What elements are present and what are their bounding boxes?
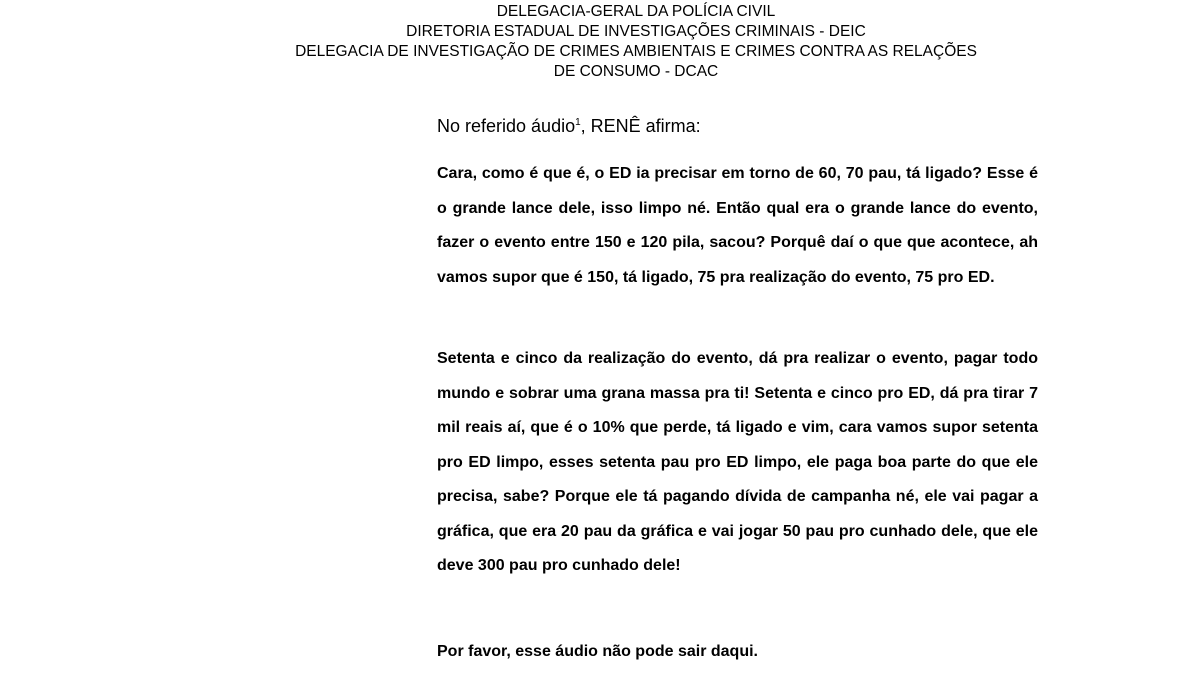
- quote-paragraph-3: Por favor, esse áudio não pode sair daqui.: [437, 643, 758, 660]
- footnote-marker: 1: [575, 117, 581, 128]
- intro-text-after: , RENÊ afirma:: [580, 116, 701, 136]
- header-line-department: DELEGACIA DE INVESTIGAÇÃO DE CRIMES AMBIENTAIS E CRIMES CONTRA AS RELAÇÕES: [295, 43, 977, 60]
- intro-sentence: [437, 114, 701, 138]
- quote-paragraph-1: Cara, como é que é, o ED ia precisar em torno de 60, 70 pau, tá ligado? Esse é o grande lance dele, isso limpo né. Então qual era o grande lance do evento, fazer o evento entre 150 e 120 pila, sacou? Porquê daí o que que acontece, ah vamos supor que é 150, tá ligado, 75 pra realização do evento, 75 pro ED.: [437, 165, 1038, 286]
- intro-text-before: No referido áudio: [437, 116, 576, 136]
- quote-paragraph-2: Setenta e cinco da realização do evento, dá pra realizar o evento, pagar todo mundo e sobrar uma grana massa pra ti! Setenta e cinco pro ED, dá pra tirar 7 mil reais aí, que é o 10% que perde, tá ligado e vim, cara vamos supor setenta pro ED limpo, esses setenta pau pro ED limpo, ele paga boa parte do que ele precisa, sabe? Porque ele tá pagando dívida de campanha né, ele vai pagar a gráfica, que era 20 pau da gráfica e vai jogar 50 pau pro cunhado dele, que ele deve 300 pau pro cunhado dele!: [437, 350, 1038, 574]
- header-line-department-cont: DE CONSUMO - DCAC: [553, 63, 719, 80]
- document-header: [0, 2, 1200, 82]
- header-line-directorate: DIRETORIA ESTADUAL DE INVESTIGAÇÕES CRIMINAIS - DEIC: [406, 23, 866, 40]
- header-line-agency: DELEGACIA-GERAL DA POLÍCIA CIVIL: [496, 3, 776, 20]
